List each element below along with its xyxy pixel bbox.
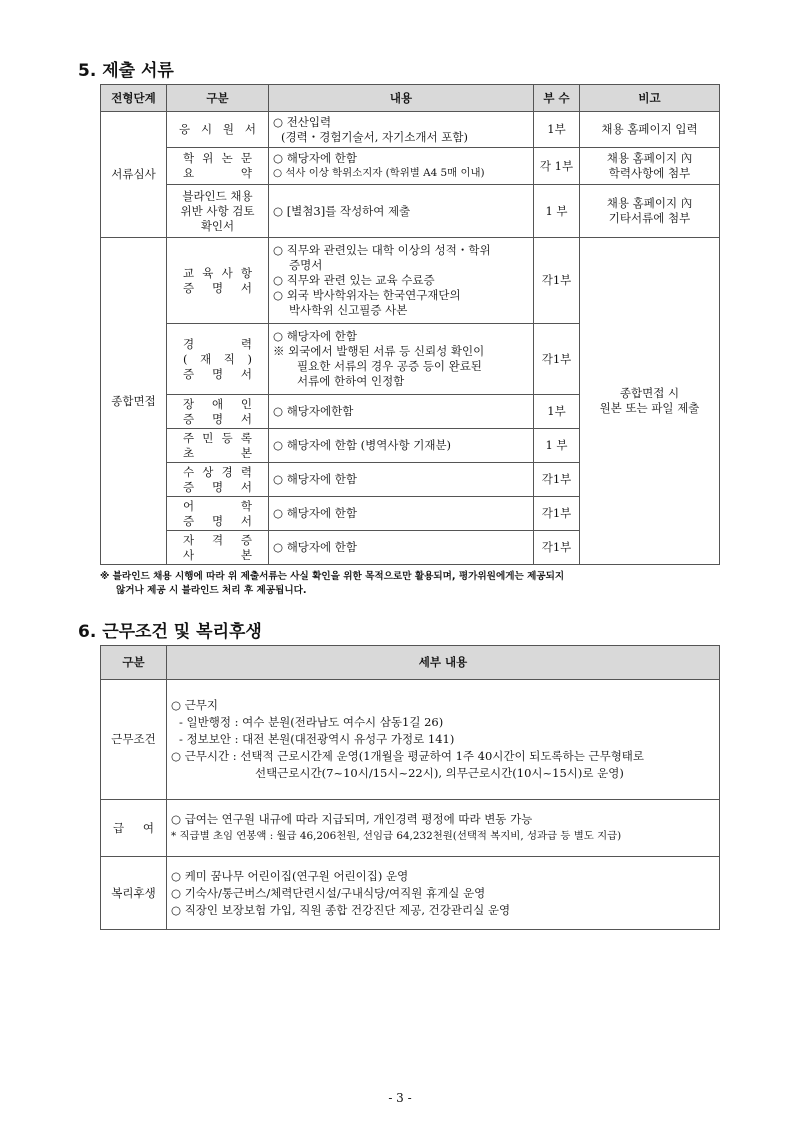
content-language: ○ 해당자에 한함: [269, 497, 534, 531]
header-details: 세부 내용: [167, 646, 720, 680]
remark-interview: 종합면접 시 원본 또는 파일 제출: [580, 238, 720, 565]
submission-documents-table: [100, 84, 720, 565]
header-count: 부 수: [534, 85, 580, 112]
count-career: 각1부: [534, 324, 580, 395]
table-header-row: [101, 646, 720, 680]
remark-blind-hiring-form: 채용 홈페이지 內 기타서류에 첨부: [580, 185, 720, 238]
item-language: 어 학 증 명 서: [167, 497, 269, 531]
item-application: 응 시 원 서: [167, 112, 269, 148]
count-resident-registration: 1 부: [534, 429, 580, 463]
item-resident-registration: 주 민 등 록 초 본: [167, 429, 269, 463]
count-language: 각1부: [534, 497, 580, 531]
count-awards: 각1부: [534, 463, 580, 497]
label-salary: 급 여: [101, 800, 167, 857]
header-category: 구분: [167, 85, 269, 112]
count-thesis-summary: 각 1부: [534, 148, 580, 185]
item-career: 경 력 ( 재 직 ) 증 명 서: [167, 324, 269, 395]
count-education: 각1부: [534, 238, 580, 324]
table-row: [101, 148, 720, 185]
count-application: 1부: [534, 112, 580, 148]
blind-hiring-footnote: ※ 블라인드 채용 시행에 따라 위 제출서류는 사실 확인을 위한 목적으로만 활용되며, 평가위원에게는 제공되지 않거나 제공 시 블라인드 처리 후 제공됩니다.: [100, 571, 565, 596]
content-career: ○ 해당자에 한함 ※ 외국에서 발행된 서류 등 신뢰성 확인이 필요한 서류의 경우 공증 등이 완료된 서류에 한하여 인정함: [269, 324, 534, 395]
section-6-title: 6. 근무조건 및 복리후생: [78, 622, 262, 642]
count-disability: 1부: [534, 395, 580, 429]
content-application: ○ 전산입력 (경력・경험기술서, 자기소개서 포함): [269, 112, 534, 148]
table-header-row: [101, 85, 720, 112]
section-5-title: 5. 제출 서류: [78, 61, 174, 81]
header-content: 내용: [269, 85, 534, 112]
item-education: 교 육 사 항 증 명 서: [167, 238, 269, 324]
content-welfare: ○ 케미 꿈나무 어린이집(연구원 어린이집) 운영 ○ 기숙사/통근버스/체력단련시설/구내식당/여직원 휴게실 운영 ○ 직장인 보장보험 가입, 직원 종합 건강진단 제공, 건강관리실 운영: [167, 857, 720, 930]
content-resident-registration: ○ 해당자에 한함 (병역사항 기재분): [269, 429, 534, 463]
content-certificate: ○ 해당자에 한함: [269, 531, 534, 565]
stage-interview: 종합면접: [101, 238, 167, 565]
item-certificate: 자 격 증 사 본: [167, 531, 269, 565]
count-blind-hiring-form: 1 부: [534, 185, 580, 238]
table-row: [101, 185, 720, 238]
content-blind-hiring-form: ○ [별첨3]를 작성하여 제출: [269, 185, 534, 238]
remark-application: 채용 홈페이지 입력: [580, 112, 720, 148]
remark-thesis-summary: 채용 홈페이지 內 학력사항에 첨부: [580, 148, 720, 185]
table-row: [101, 857, 720, 930]
content-salary: ○ 급여는 연구원 내규에 따라 지급되며, 개인경력 평정에 따라 변동 가능 * 직급별 초임 연봉액 : 월급 46,206천원, 선임급 64,232천원(선택적 복지비, 성과급 등 별도 지급): [167, 800, 720, 857]
content-thesis-summary: ○ 해당자에 한함 ○ 석사 이상 학위소지자 (학위별 A4 5매 이내): [269, 148, 534, 185]
table-row: [101, 680, 720, 800]
table-row: [101, 800, 720, 857]
item-awards: 수 상 경 력 증 명 서: [167, 463, 269, 497]
page-number: - 3 -: [388, 1091, 412, 1105]
header-category: 구분: [101, 646, 167, 680]
label-working-conditions: 근무조건: [101, 680, 167, 800]
label-welfare: 복리후생: [101, 857, 167, 930]
content-disability: ○ 해당자에한함: [269, 395, 534, 429]
content-education: ○ 직무와 관련있는 대학 이상의 성적・학위 증명서 ○ 직무와 관련 있는 교육 수료증 ○ 외국 박사학위자는 한국연구재단의 박사학위 신고필증 사본: [269, 238, 534, 324]
item-thesis-summary: 학 위 논 문 요 약: [167, 148, 269, 185]
working-conditions-table: [100, 645, 720, 930]
table-row: [101, 112, 720, 148]
item-disability: 장 애 인 증 명 서: [167, 395, 269, 429]
content-awards: ○ 해당자에 한함: [269, 463, 534, 497]
item-blind-hiring-form: 블라인드 채용 위반 사항 검토 확인서: [167, 185, 269, 238]
stage-document-review: 서류심사: [101, 112, 167, 238]
table-row: [101, 238, 720, 324]
header-stage: 전형단계: [101, 85, 167, 112]
header-remarks: 비고: [580, 85, 720, 112]
count-certificate: 각1부: [534, 531, 580, 565]
content-working-conditions: ○ 근무지 - 일반행정 : 여수 분원(전라남도 여수시 삼동1길 26) - 정보보안 : 대전 본원(대전광역시 유성구 가정로 141) ○ 근무시간 : 선택적 근로시간제 운영(1개월을 평균하여 1주 40시간이 되도록하는 근무형태로 선택근로시간(7~10시/15시~22시), 의무근로시간(10시~15시)로 운영): [167, 680, 720, 800]
